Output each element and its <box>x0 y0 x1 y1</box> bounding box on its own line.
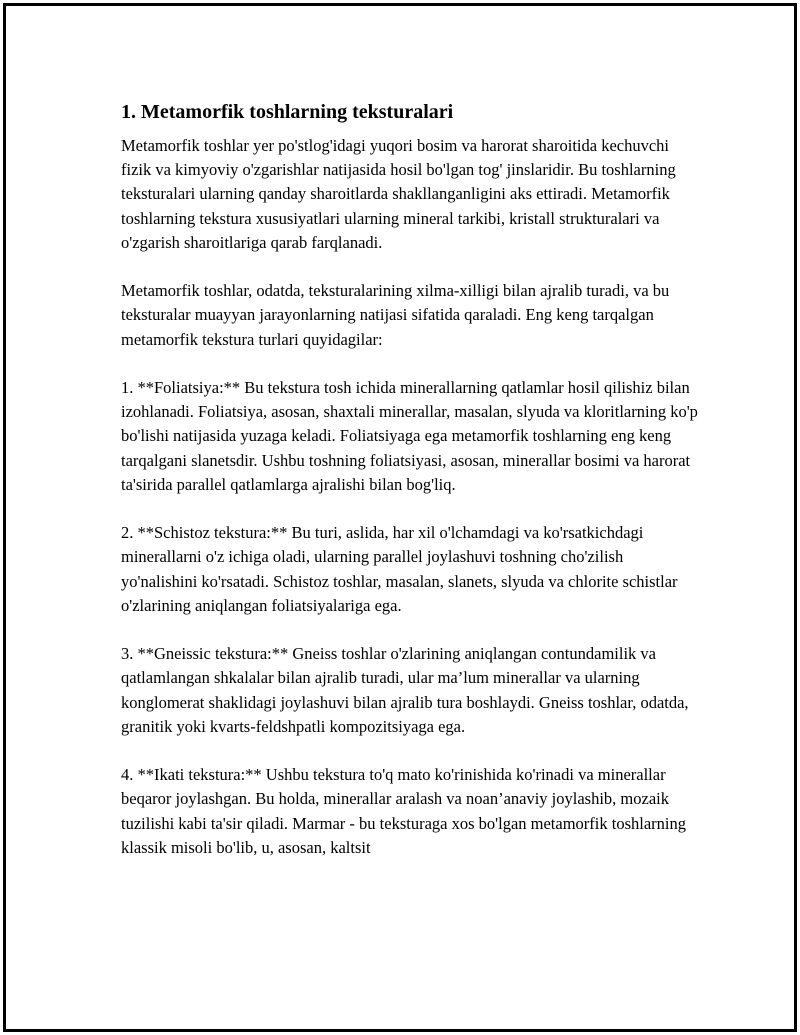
document-page <box>3 3 797 1032</box>
paragraph-schistose: 2. **Schistoz tekstura:** Bu turi, aslida, har xil o'lchamdagi va ko'rsatkichdagi minerallarni o'z ichiga oladi, ularning parallel joylashuvi toshning cho'zilish yo'nalishini ko'rsatadi. Schistoz toshlar, masalan, slanets, slyuda va chlorite schistlar o'zlarining aniqlangan foliatsiyalariga ega. <box>121 523 678 615</box>
paragraph-foliation: 1. **Foliatsiya:** Bu tekstura tosh ichida minerallarning qatlamlar hosil qilishiz bilan izohlanadi. Foliatsiya, asosan, shaxtali minerallar, masalan, slyuda va kloritlarning ko'p bo'lishi natijasida yuzaga keladi. Foliatsiyaga ega metamorfik toshlarning eng keng tarqalgani slanetsdir. Ushbu toshning foliatsiyasi, asosan, minerallar bosimi va harorat ta'sirida parallel qatlamlarga ajralishi bilan bog'liq. <box>121 378 698 494</box>
paragraph-ikati: 4. **Ikati tekstura:** Ushbu tekstura to'q mato ko'rinishida ko'rinadi va minerallar beqaror joylashgan. Bu holda, minerallar aralash va noan’anaviy joylashib, mozaik tuzilishi kabi ta'sir qiladi. Marmar - bu teksturaga xos bo'lgan metamorfik toshlarning klassik misoli bo'lib, u, asosan, kaltsit <box>121 765 686 857</box>
document-body <box>121 99 701 884</box>
paragraph-intro: Metamorfik toshlar yer po'stlog'idagi yuqori bosim va harorat sharoitida kechuvchi fizik va kimyoviy o'zgarishlar natijasida hosil bo'lgan tog' jinslaridir. Bu toshlarning teksturalari ularning qanday sharoitlarda shakllanganligini aks ettiradi. Metamorfik toshlarning tekstura xususiyatlari ularning mineral tarkibi, kristall strukturalari va o'zgarish sharoitlariga qarab farqlanadi. <box>121 136 676 252</box>
section-heading: 1. Metamorfik toshlarning teksturalari <box>121 101 454 123</box>
paragraph-gneissic: 3. **Gneissic tekstura:** Gneiss toshlar o'zlarining aniqlangan contundamilik va qatlamlangan shkalalar bilan ajralib turadi, ular ma’lum minerallar va ularning konglomerat shaklidagi joylashuvi bilan ajralib tura boshlaydi. Gneiss toshlar, odatda, granitik yoki kvarts-feldshpatli kompozitsiyaga ega. <box>121 644 689 736</box>
paragraph-overview: Metamorfik toshlar, odatda, teksturalarining xilma-xilligi bilan ajralib turadi, va bu teksturalar muayyan jarayonlarning natijasi sifatida qaraladi. Eng keng tarqalgan metamorfik tekstura turlari quyidagilar: <box>121 281 670 349</box>
